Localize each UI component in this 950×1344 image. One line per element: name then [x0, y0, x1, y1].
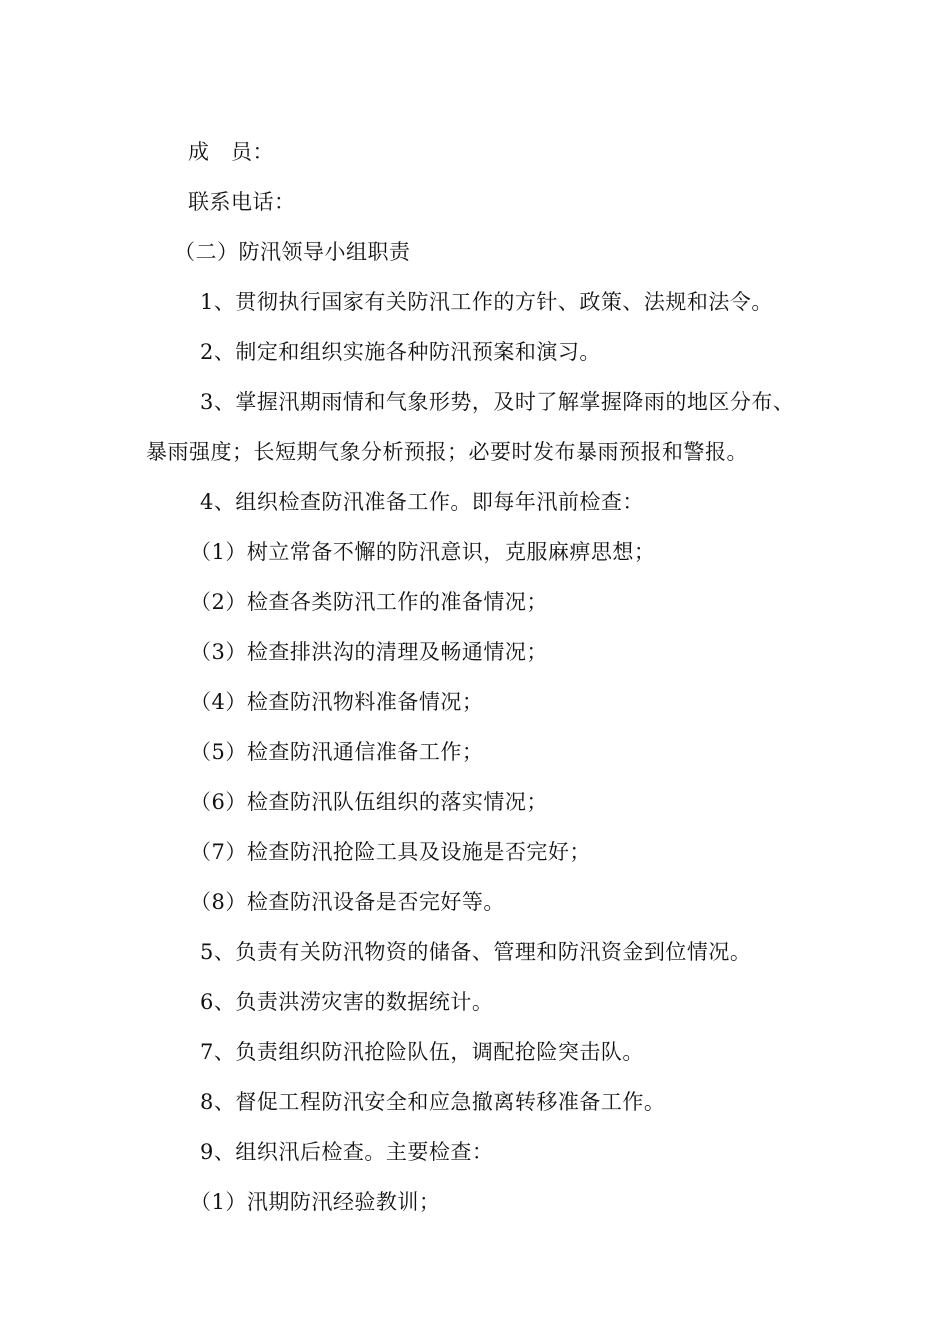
member-line: 成 员： — [188, 140, 274, 164]
paragraph-7: 7、负责组织防汛抢险队伍，调配抢险突击队。 — [200, 1040, 644, 1064]
list-item-4-3: （3）检查排洪沟的清理及畅通情况； — [190, 640, 548, 664]
list-item-4-1: （1）树立常备不懈的防汛意识，克服麻痹思想； — [190, 540, 656, 564]
paragraph-9: 9、组织汛后检查。主要检查： — [200, 1140, 494, 1164]
list-item-4-6: （6）检查防汛队伍组织的落实情况； — [190, 790, 548, 814]
list-item-4-7: （7）检查防汛抢险工具及设施是否完好； — [190, 840, 591, 864]
list-item-4-2: （2）检查各类防汛工作的准备情况； — [190, 590, 548, 614]
paragraph-6: 6、负责洪涝灾害的数据统计。 — [200, 990, 494, 1014]
section-heading: （二）防汛领导小组职责 — [174, 240, 411, 264]
list-item-9-1: （1）汛期防汛经验教训； — [190, 1190, 441, 1214]
paragraph-8: 8、督促工程防汛安全和应急撤离转移准备工作。 — [200, 1090, 666, 1114]
paragraph-4: 4、组织检查防汛准备工作。即每年汛前检查： — [200, 490, 644, 514]
contact-phone-line: 联系电话： — [188, 190, 296, 214]
paragraph-5: 5、负责有关防汛物资的储备、管理和防汛资金到位情况。 — [200, 940, 752, 964]
list-item-4-8: （8）检查防汛设备是否完好等。 — [190, 890, 505, 914]
paragraph-2: 2、制定和组织实施各种防汛预案和演习。 — [200, 340, 601, 364]
paragraph-1: 1、贯彻执行国家有关防汛工作的方针、政策、法规和法令。 — [200, 290, 773, 314]
paragraph-3: 3、掌握汛期雨情和气象形势，及时了解掌握降雨的地区分布、 — [200, 390, 795, 414]
paragraph-3-continued: 暴雨强度；长短期气象分析预报；必要时发布暴雨预报和警报。 — [146, 440, 748, 464]
list-item-4-4: （4）检查防汛物料准备情况； — [190, 690, 484, 714]
list-item-4-5: （5）检查防汛通信准备工作； — [190, 740, 484, 764]
